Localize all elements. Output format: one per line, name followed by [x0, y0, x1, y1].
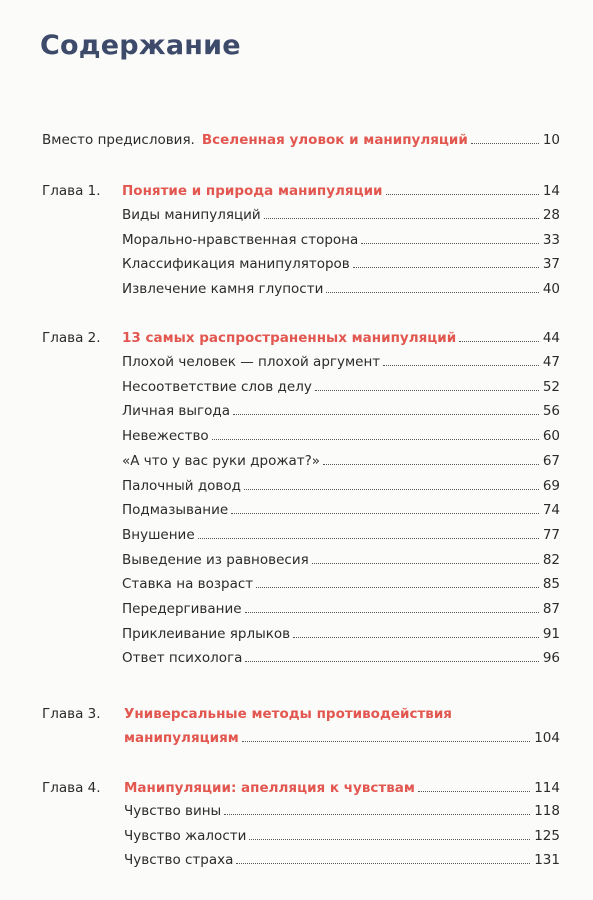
toc-entry[interactable]	[122, 620, 560, 642]
dot-leader	[233, 414, 539, 415]
section-title: Морально-нравственная сторона	[122, 231, 359, 248]
dot-leader	[418, 791, 530, 792]
section-title: Выведение из равновесия	[122, 551, 309, 568]
section-title: Невежество	[122, 428, 209, 445]
dot-leader	[312, 563, 539, 564]
dot-leader	[293, 637, 539, 638]
toc-entry[interactable]	[122, 570, 560, 592]
toc-entry-chapter-2[interactable]	[122, 324, 560, 346]
dot-leader	[245, 661, 538, 662]
page-number: 28	[542, 207, 560, 223]
dot-leader	[212, 439, 539, 440]
section-title: Передергивание	[122, 601, 242, 617]
section-title: Классификация манипуляторов	[122, 256, 350, 273]
toc-entry-preface[interactable]	[42, 126, 560, 148]
section-title: Чувство жалости	[124, 827, 247, 844]
page-number: 131	[534, 852, 560, 868]
page-number: 56	[542, 403, 560, 420]
page-number: 91	[542, 625, 560, 642]
section-title: «А что у вас руки дрожат?»	[122, 452, 321, 469]
section-title: Внушение	[122, 526, 195, 543]
section-title: Ставка на возраст	[122, 576, 254, 593]
dot-leader	[264, 218, 539, 219]
toc-entry-chapter-4[interactable]	[124, 774, 560, 796]
toc-entry[interactable]	[122, 472, 560, 494]
dot-leader	[236, 863, 530, 864]
page-number: 82	[542, 551, 560, 568]
toc-entry[interactable]	[122, 250, 560, 272]
section-title: Палочный довод	[122, 477, 241, 494]
page-number: 77	[542, 526, 560, 543]
section-title: Виды манипуляций	[122, 207, 261, 223]
page-number: 125	[534, 827, 560, 844]
preface-title: Вселенная уловок и манипуляций	[201, 132, 468, 148]
toc-entry[interactable]	[124, 797, 560, 819]
toc-entry-chapter-1[interactable]	[122, 177, 560, 199]
chapter-title: 13 самых распространенных манипуляций	[122, 330, 457, 346]
toc-entry[interactable]	[122, 373, 560, 395]
page-number: 74	[542, 502, 560, 519]
dot-leader	[386, 194, 539, 195]
toc-entry[interactable]	[122, 496, 560, 518]
page-number: 114	[534, 780, 560, 796]
section-title: Личная выгода	[122, 403, 230, 420]
toc-entry[interactable]	[122, 447, 560, 469]
toc-entry-chapter-3[interactable]	[124, 724, 560, 746]
dot-leader	[353, 267, 539, 268]
page-number: 14	[542, 183, 560, 199]
page-number: 87	[542, 601, 560, 617]
page-number: 52	[542, 378, 560, 395]
dot-leader	[224, 814, 530, 815]
section-title: Несоответствие слов делу	[122, 378, 312, 395]
toc-entry[interactable]	[122, 644, 560, 666]
chapter-label: Глава 1.	[42, 183, 101, 199]
toc-entry[interactable]	[122, 348, 560, 370]
page-number: 33	[542, 231, 560, 248]
page-number: 40	[542, 280, 560, 297]
chapter-label: Глава 3.	[42, 706, 101, 722]
chapter-title: Понятие и природа манипуляции	[122, 183, 383, 199]
toc-entry[interactable]	[122, 422, 560, 444]
toc-entry[interactable]	[122, 275, 560, 297]
section-title: Приклеивание ярлыков	[122, 625, 291, 642]
page-title: Содержание	[40, 30, 241, 61]
chapter-label: Глава 4.	[42, 780, 101, 796]
dot-leader	[315, 390, 539, 391]
page-number: 104	[534, 730, 560, 746]
dot-leader	[242, 741, 530, 742]
toc-entry[interactable]	[122, 397, 560, 419]
chapter-label: Глава 2.	[42, 330, 101, 346]
page-number: 44	[542, 330, 560, 346]
dot-leader	[361, 243, 539, 244]
chapter-title[interactable]: Универсальные методы противодействия	[124, 706, 452, 722]
page-number: 118	[534, 803, 560, 819]
page-number: 85	[542, 576, 560, 593]
toc-entry[interactable]	[124, 846, 560, 868]
toc-entry[interactable]	[122, 521, 560, 543]
page-number: 60	[542, 428, 560, 445]
chapter-title-continued: манипуляциям	[124, 730, 239, 746]
dot-leader	[326, 292, 538, 293]
page-number: 37	[542, 256, 560, 273]
toc-entry[interactable]	[122, 226, 560, 248]
page-number: 10	[542, 132, 560, 148]
section-title: Подмазывание	[122, 502, 229, 519]
dot-leader	[383, 365, 539, 366]
page-number: 47	[542, 354, 560, 370]
chapter-title: Манипуляции: апелляция к чувствам	[124, 780, 415, 796]
page-number: 96	[542, 650, 560, 667]
dot-leader	[459, 341, 539, 342]
dot-leader	[245, 612, 539, 613]
toc-entry[interactable]	[124, 822, 560, 844]
section-title: Ответ психолога	[122, 650, 243, 667]
section-title: Чувство вины	[124, 803, 222, 819]
section-title: Чувство страха	[124, 852, 234, 868]
section-title: Плохой человек — плохой аргумент	[122, 354, 381, 370]
toc-entry[interactable]	[122, 595, 560, 617]
dot-leader	[244, 489, 539, 490]
page-number: 67	[542, 452, 560, 469]
dot-leader	[471, 143, 539, 144]
dot-leader	[249, 839, 530, 840]
preface-prefix: Вместо предисловия.	[42, 132, 195, 148]
toc-entry[interactable]	[122, 546, 560, 568]
dot-leader	[256, 587, 539, 588]
section-title: Извлечение камня глупости	[122, 280, 324, 297]
dot-leader	[231, 513, 539, 514]
page-number: 69	[542, 477, 560, 494]
dot-leader	[323, 464, 539, 465]
toc-entry[interactable]	[122, 201, 560, 223]
dot-leader	[198, 538, 539, 539]
